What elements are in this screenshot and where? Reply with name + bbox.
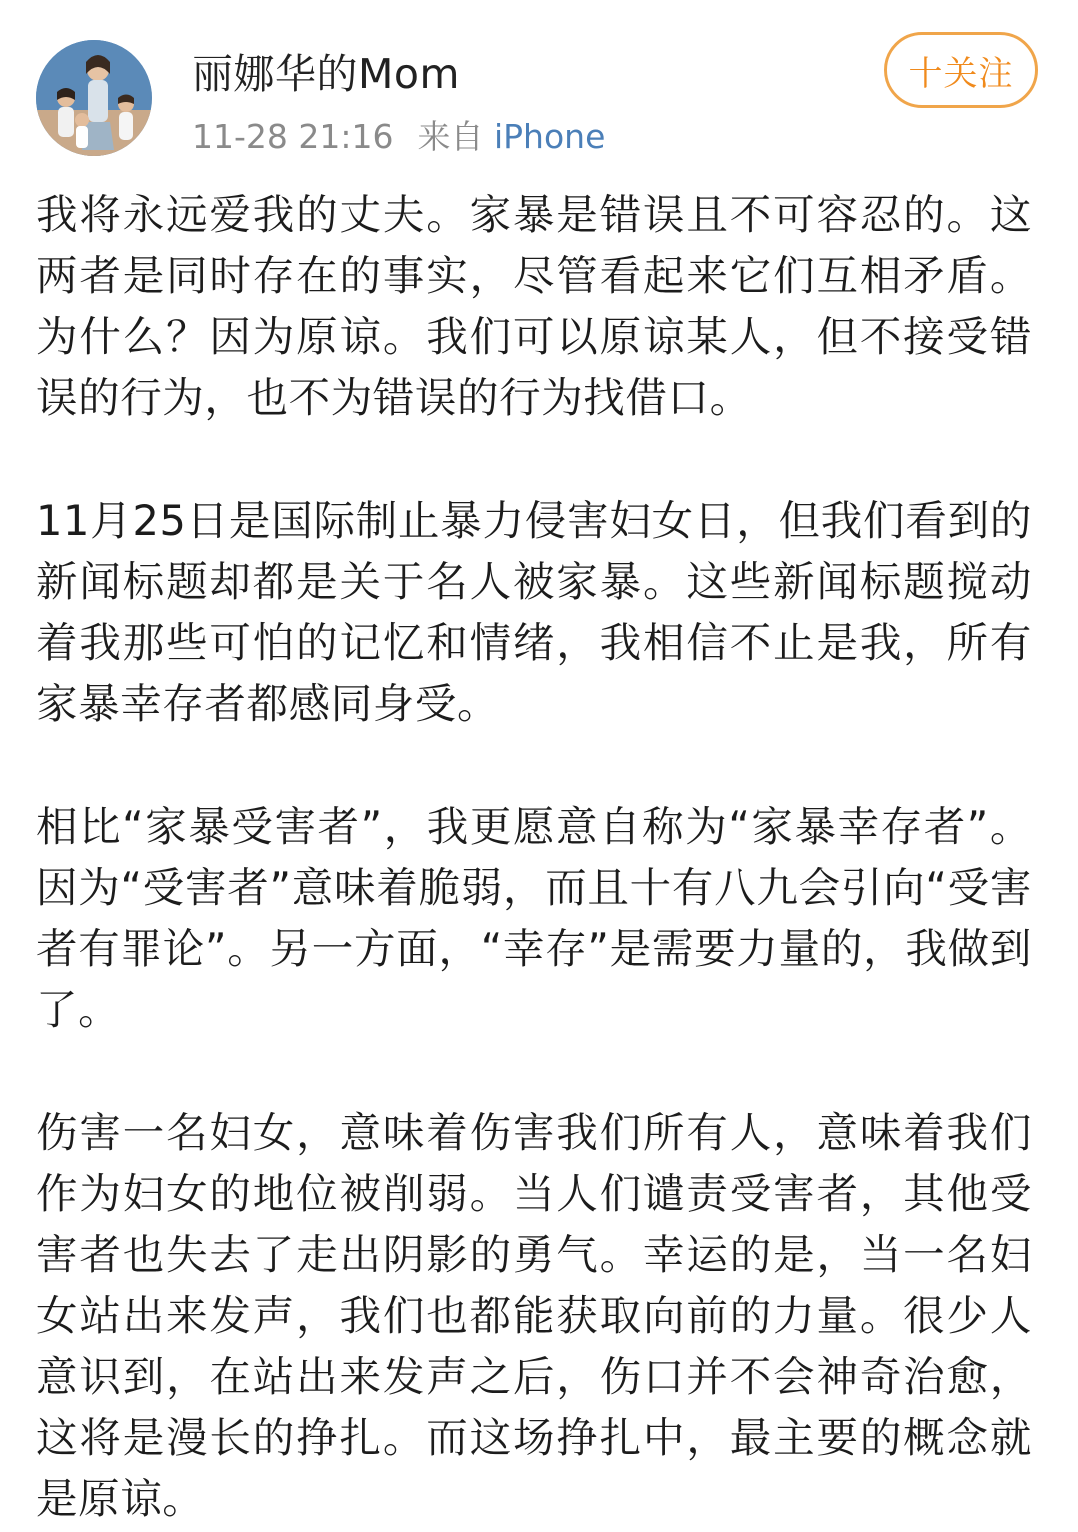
- source-device-link[interactable]: iPhone: [493, 117, 606, 156]
- post-paragraph-4: 伤害一名妇女，意味着伤害我们所有人，意味着我们作为妇女的地位被削弱。当人们谴责受害者，其他受害者也失去了走出阴影的勇气。幸运的是，当一名妇女站出来发声，我们也都能获取向前的力量。很少人意识到，在站出来发声之后，伤口并不会神奇治愈，这将是漫长的挣扎。而这场挣扎中，最主要的概念就是原谅。: [36, 1108, 1032, 1523]
- author-avatar[interactable]: [36, 40, 152, 156]
- follow-button[interactable]: 十关注: [884, 32, 1038, 108]
- author-name[interactable]: 丽娜华的Mom: [192, 50, 460, 98]
- post-timestamp: 11-28 21:16: [192, 117, 394, 156]
- post-paragraph-1: 我将永远爱我的丈夫。家暴是错误且不可容忍的。这两者是同时存在的事实，尽管看起来它们互相矛盾。为什么？因为原谅。我们可以原谅某人，但不接受错误的行为，也不为错误的行为找借口。: [36, 190, 1032, 422]
- post-body: [36, 184, 1032, 1529]
- post-paragraph-2: 11月25日是国际制止暴力侵害妇女日，但我们看到的新闻标题却都是关于名人被家暴。这些新闻标题搅动着我那些可怕的记忆和情绪，我相信不止是我，所有家暴幸存者都感同身受。: [36, 496, 1032, 728]
- post-header: [36, 38, 1046, 163]
- post-meta: [192, 116, 605, 158]
- avatar-photo-icon: [36, 40, 152, 156]
- post-paragraph-3: 相比“家暴受害者”，我更愿意自称为“家暴幸存者”。因为“受害者”意味着脆弱，而且十有八九会引向“受害者有罪论”。另一方面，“幸存”是需要力量的，我做到了。: [36, 802, 1032, 1034]
- source-prefix: 来自: [417, 117, 484, 156]
